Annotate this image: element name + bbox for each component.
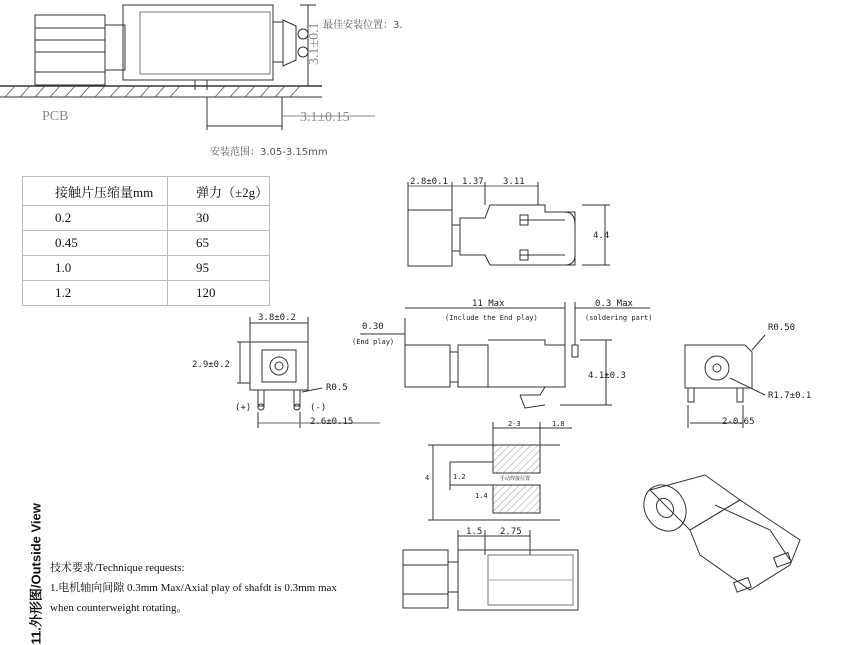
end-height: 2.9±0.2 — [192, 360, 230, 370]
pad-note: 手动焊接位置 — [500, 476, 531, 482]
radius-2: R1.7±0.1 — [768, 391, 812, 401]
pad-dim-1: 2-3 — [508, 420, 521, 428]
table-row — [23, 231, 270, 256]
right-pitch: 2-0.65 — [722, 417, 755, 427]
pad-dim-5: 1.4 — [475, 492, 488, 500]
solder-note: (soldering part) — [585, 314, 653, 322]
table-cell: 0.45 — [23, 231, 168, 256]
side-dim-2: 1.37 — [462, 177, 484, 187]
bottom-view — [403, 530, 578, 610]
side-dim-3: 3.11 — [503, 177, 525, 187]
table-row — [23, 206, 270, 231]
end-view — [237, 317, 380, 428]
pad-dim-2: 1.8 — [552, 420, 565, 428]
table-header: 接触片压缩量mm — [23, 177, 168, 206]
technique-requests — [50, 558, 337, 618]
table-cell: 30 — [168, 206, 270, 231]
gap-dim: 3.1±0.15 — [300, 110, 350, 125]
pad-dim-4: 1.2 — [453, 473, 466, 481]
requests-line-2: when counterweight rotating。 — [50, 602, 188, 614]
requests-line-1: 1.电机轴向间隙 0.3mm Max/Axial play of shafdt is 0.3mm max — [50, 582, 337, 594]
table-header-row — [23, 177, 270, 206]
right-end-view — [685, 335, 765, 428]
end-width: 3.8±0.2 — [258, 313, 296, 323]
install-note: 最佳安装位置：3. — [323, 20, 403, 31]
outside-view-title: 11.外形图/Outside View — [28, 503, 44, 645]
plus-terminal: (+) — [235, 403, 252, 413]
end-radius: R0.5 — [326, 383, 348, 393]
end-play: 0.30 — [362, 322, 384, 332]
side-view-top — [408, 182, 610, 266]
table-row — [23, 256, 270, 281]
table-row — [23, 281, 270, 306]
bottom-dim-2: 2.75 — [500, 527, 522, 537]
height-dim: 3.1±0.1 — [307, 22, 322, 65]
table-header: 弹力（±2g） — [168, 177, 270, 206]
table-cell: 1.2 — [23, 281, 168, 306]
table-cell: 95 — [168, 256, 270, 281]
table-cell: 65 — [168, 231, 270, 256]
pad-dim-3: 4 — [425, 474, 430, 482]
pad-layout — [428, 422, 572, 520]
solder-dim: 0.3 Max — [595, 299, 633, 309]
isometric-view — [636, 475, 800, 592]
main-length: 11 Max — [472, 299, 505, 309]
minus-terminal: (-) — [310, 403, 327, 413]
side-height: 4.4 — [593, 231, 610, 241]
table-cell: 120 — [168, 281, 270, 306]
radius-1: R0.50 — [768, 323, 796, 333]
length-note: (Include the End play) — [445, 314, 538, 322]
table-cell: 1.0 — [23, 256, 168, 281]
spring-force-table — [22, 176, 270, 306]
pcb-label: PCB — [42, 109, 69, 124]
side-dim-1: 2.8±0.1 — [410, 177, 448, 187]
main-height: 4.1±0.3 — [588, 371, 626, 381]
requests-title: 技术要求/Technique requests: — [50, 562, 185, 574]
bottom-dim-1: 1.5 — [466, 527, 483, 537]
range-note: 安装范围：3.05-3.15mm — [210, 147, 328, 158]
table-cell: 0.2 — [23, 206, 168, 231]
end-pitch: 2.6±0.15 — [310, 417, 354, 427]
end-play-label: (End play) — [352, 338, 395, 346]
